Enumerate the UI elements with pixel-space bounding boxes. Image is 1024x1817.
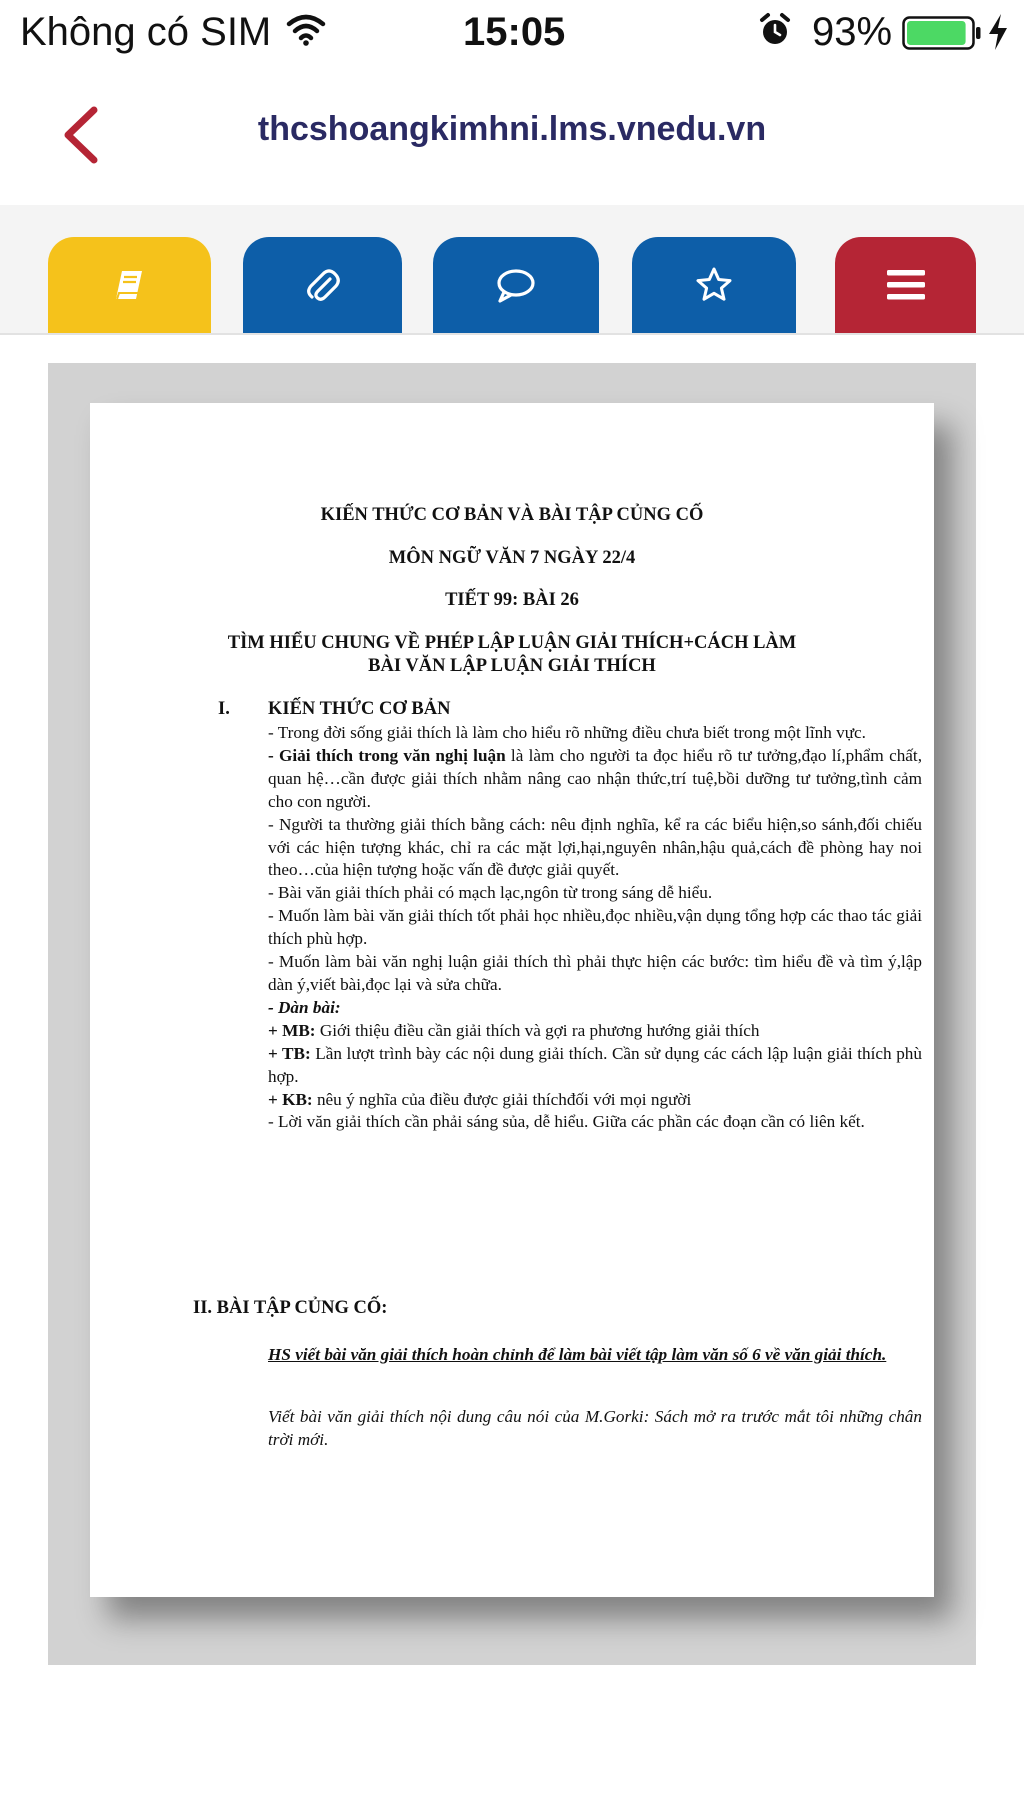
doc-topic-line2: BÀI VĂN LẬP LUẬN GIẢI THÍCH xyxy=(368,656,656,676)
tab-attachments[interactable] xyxy=(243,237,402,333)
battery-fill xyxy=(907,21,966,45)
status-bar xyxy=(0,0,1024,70)
document-page xyxy=(90,403,934,1597)
alarm-icon xyxy=(758,12,792,53)
tab-documents[interactable] xyxy=(48,237,211,333)
page-url-title: thcshoangkimhni.lms.vnedu.vn xyxy=(257,110,767,148)
doc-lesson: TIẾT 99: BÀI 26 xyxy=(445,590,579,610)
paragraph: - Trong đời sống giải thích là làm cho hiểu rõ những điều chưa biết trong một lĩnh vực. xyxy=(268,723,866,742)
wifi-icon xyxy=(286,12,326,51)
paragraph: - Muốn làm bài văn nghị luận giải thích thì phải thực hiện các bước: tìm hiểu đề và tìm ý,lập dàn ý,viết bài,đọc lại và sửa chữa. xyxy=(268,952,922,994)
book-icon xyxy=(110,265,150,305)
outline-intro: + MB: Giới thiệu điều cần giải thích và gợi ra phương hướng giải thích xyxy=(268,1020,760,1040)
charging-bolt-icon xyxy=(986,12,1010,57)
section1-body xyxy=(268,722,922,1134)
tab-bar xyxy=(0,205,1024,335)
outline-heading: - Dàn bài: xyxy=(268,997,341,1017)
clock-time: 15:05 xyxy=(463,10,566,54)
carrier-label: Không có SIM xyxy=(20,10,272,54)
paragraph: - Muốn làm bài văn giải thích tốt phải học nhiều,đọc nhiều,vận dụng tổng hợp các thao tác giải thích phù hợp. xyxy=(268,906,922,949)
app-header xyxy=(0,70,1024,200)
outline-body: + TB: Lần lượt trình bày các nội dung giải thích. Cần sử dụng các cách lập luận giải thích phù hợp. xyxy=(268,1043,922,1086)
doc-title: KIẾN THỨC CƠ BẢN VÀ BÀI TẬP CỦNG CỐ xyxy=(320,505,704,525)
paragraph: - Người ta thường giải thích bằng cách: nêu định nghĩa, kể ra các biểu hiện,so sánh,đối chiếu với các hiện tượng khác, chỉ ra các mặt lợi,hại,nguyên nhân,hậu quả,cách đề phòng hay noi theo…của hiện tượng hoặc vấn đề được giải quyết. xyxy=(268,814,922,880)
section1-heading: KIẾN THỨC CƠ BẢN xyxy=(268,699,451,719)
doc-topic-line1: TÌM HIỂU CHUNG VỀ PHÉP LẬP LUẬN GIẢI THÍCH+CÁCH LÀM xyxy=(227,633,797,653)
paragraph: - Giải thích trong văn nghị luận là làm cho người ta đọc hiểu rõ tư tưởng,đạo lí,phẩm chất, quan hệ…cần được giải thích nhằm nâng cao nhận thức,trí tuệ,bồi dưỡng tư tưởng,tình cảm cho con người. xyxy=(268,745,922,811)
battery-percent: 93% xyxy=(812,10,893,54)
star-icon xyxy=(694,265,734,305)
tab-menu[interactable] xyxy=(835,237,976,333)
paragraph: - Lời văn giải thích cần phải sáng sủa, dễ hiểu. Giữa các phần các đoạn cần có liên kết. xyxy=(268,1112,865,1132)
tab-comments[interactable] xyxy=(433,237,599,333)
hamburger-menu-icon xyxy=(886,268,926,302)
chat-bubble-icon xyxy=(494,265,538,305)
tab-favorites[interactable] xyxy=(632,237,796,333)
paperclip-icon xyxy=(303,265,343,305)
document-viewer[interactable] xyxy=(48,363,976,1665)
battery-icon xyxy=(902,16,982,55)
doc-subject: MÔN NGỮ VĂN 7 NGÀY 22/4 xyxy=(388,548,636,568)
exercise-prompt: Viết bài văn giải thích nội dung câu nói của M.Gorki: Sách mở ra trước mắt tôi những chân trời mới. xyxy=(268,1407,922,1449)
section1-number: I. xyxy=(218,699,230,719)
paragraph: - Bài văn giải thích phải có mạch lạc,ngôn từ trong sáng dễ hiểu. xyxy=(268,883,713,903)
outline-conclusion: + KB: nêu ý nghĩa của điều được giải thíchđối với mọi người xyxy=(268,1089,692,1109)
section2-heading: II. BÀI TẬP CỦNG CỐ: xyxy=(193,1298,388,1318)
exercise-task: HS viết bài văn giải thích hoàn chỉnh để làm bài viết tập làm văn số 6 về văn giải thích. xyxy=(268,1345,887,1364)
